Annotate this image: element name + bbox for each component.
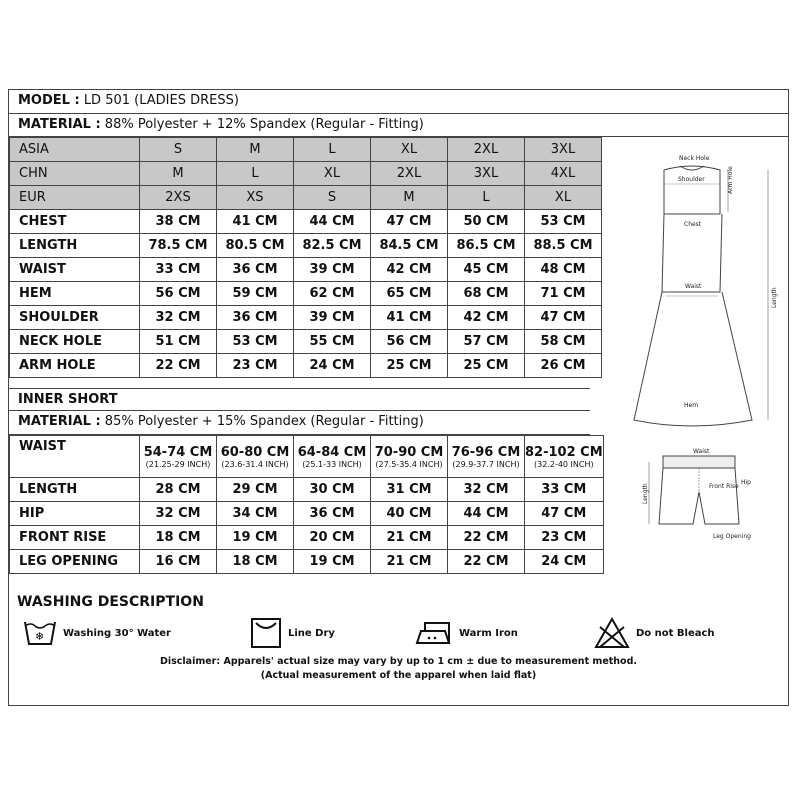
waist-inch: (21.25-29 INCH) <box>145 459 211 469</box>
row-label: WAIST <box>10 258 140 282</box>
table-cell: 4XL <box>525 162 602 186</box>
leg-opening-label: Leg Opening <box>713 533 751 540</box>
row-label: CHEST <box>10 210 140 234</box>
table-cell: XL <box>294 162 371 186</box>
table-row <box>10 478 604 502</box>
table-cell: 68 CM <box>448 282 525 306</box>
table-cell: 45 CM <box>448 258 525 282</box>
table-row <box>10 436 604 478</box>
table-row <box>10 186 602 210</box>
table-cell: 62 CM <box>294 282 371 306</box>
table-row <box>10 138 602 162</box>
front-rise-label: Front Rise <box>709 483 739 490</box>
shoulder-label: Shoulder <box>678 176 705 183</box>
table-cell: 40 CM <box>371 502 448 526</box>
table-cell: 47 CM <box>371 210 448 234</box>
care-label: Washing 30° Water <box>63 627 171 639</box>
table-cell: 59 CM <box>217 282 294 306</box>
waist-inch: (23.6-31.4 INCH) <box>221 459 289 469</box>
table-cell: L <box>294 138 371 162</box>
table-cell: 29 CM <box>217 478 294 502</box>
model-label: MODEL : <box>18 93 80 108</box>
table-cell: 84.5 CM <box>371 234 448 258</box>
dress-size-table <box>9 137 602 378</box>
waist-cm: 54-74 CM <box>143 444 213 460</box>
table-row <box>10 162 602 186</box>
table-cell: 86.5 CM <box>448 234 525 258</box>
row-label: HIP <box>10 502 140 526</box>
care-washing <box>23 616 171 650</box>
table-cell: M <box>140 162 217 186</box>
table-cell: 23 CM <box>217 354 294 378</box>
table-cell: 33 CM <box>525 478 604 502</box>
waist-label: Waist <box>685 283 702 290</box>
warm-iron-icon <box>415 619 453 647</box>
length-label: Length <box>771 287 778 308</box>
table-cell <box>217 436 294 478</box>
table-row <box>10 330 602 354</box>
row-label: LENGTH <box>10 478 140 502</box>
waist-cm: 70-90 CM <box>374 444 444 460</box>
table-cell: 32 CM <box>140 306 217 330</box>
table-cell <box>294 436 371 478</box>
table-cell: 20 CM <box>294 526 371 550</box>
row-label: LEG OPENING <box>10 550 140 574</box>
model-value: LD 501 (LADIES DRESS) <box>83 93 239 108</box>
care-label: Line Dry <box>288 627 335 639</box>
table-cell: 47 CM <box>525 306 602 330</box>
table-cell: 2XL <box>371 162 448 186</box>
table-cell: 26 CM <box>525 354 602 378</box>
model-row <box>9 90 788 114</box>
table-cell: 56 CM <box>140 282 217 306</box>
table-cell: 42 CM <box>371 258 448 282</box>
table-cell <box>525 436 604 478</box>
table-cell: 2XS <box>140 186 217 210</box>
table-cell: 39 CM <box>294 306 371 330</box>
chest-label: Chest <box>684 221 702 228</box>
size-chart-sheet <box>8 89 789 706</box>
short-waist-label: Waist <box>693 448 710 455</box>
table-cell: S <box>294 186 371 210</box>
table-cell: 41 CM <box>371 306 448 330</box>
disclaimer-line-1: Disclaimer: Apparels' actual size may vary by up to 1 cm ± due to measurement method. <box>159 656 637 667</box>
table-cell: 22 CM <box>140 354 217 378</box>
table-row <box>10 526 604 550</box>
table-cell: 34 CM <box>217 502 294 526</box>
table-cell: 3XL <box>448 162 525 186</box>
table-cell: 88.5 CM <box>525 234 602 258</box>
row-label: EUR <box>10 186 140 210</box>
neck-hole-label: Neck Hole <box>679 155 710 162</box>
table-cell: XL <box>525 186 602 210</box>
table-cell: 25 CM <box>371 354 448 378</box>
material-value: 88% Polyester + 12% Spandex (Regular - Fitting) <box>104 117 424 132</box>
dress-diagram <box>624 152 778 422</box>
table-cell: 22 CM <box>448 526 525 550</box>
table-cell: 56 CM <box>371 330 448 354</box>
table-cell: XL <box>371 138 448 162</box>
waist-inch: (29.9-37.7 INCH) <box>452 459 520 469</box>
care-label: Warm Iron <box>459 627 518 639</box>
table-cell: 55 CM <box>294 330 371 354</box>
table-cell: 24 CM <box>294 354 371 378</box>
row-label: CHN <box>10 162 140 186</box>
care-warm-iron <box>415 616 518 650</box>
arm-hole-label: Arm Hole <box>727 166 734 194</box>
waist-inch: (27.5-35.4 INCH) <box>375 459 443 469</box>
table-cell: 80.5 CM <box>217 234 294 258</box>
table-cell <box>448 436 525 478</box>
table-cell: 31 CM <box>371 478 448 502</box>
table-cell: M <box>371 186 448 210</box>
do-not-bleach-icon <box>594 617 630 649</box>
short-length-label: Length <box>642 483 649 504</box>
material-label: MATERIAL : <box>18 117 101 132</box>
table-cell: 48 CM <box>525 258 602 282</box>
waist-cm: 60-80 CM <box>220 444 290 460</box>
table-cell: 58 CM <box>525 330 602 354</box>
care-line-dry <box>250 616 335 650</box>
row-label: NECK HOLE <box>10 330 140 354</box>
short-diagram <box>641 448 761 543</box>
care-do-not-bleach <box>594 616 715 650</box>
table-cell: 53 CM <box>217 330 294 354</box>
table-cell: 3XL <box>525 138 602 162</box>
table-cell <box>371 436 448 478</box>
table-cell: 32 CM <box>448 478 525 502</box>
table-cell: 53 CM <box>525 210 602 234</box>
material-value: 85% Polyester + 15% Spandex (Regular - Fitting) <box>104 414 424 429</box>
svg-text:❄: ❄ <box>35 630 45 643</box>
table-cell: 39 CM <box>294 258 371 282</box>
table-cell: 32 CM <box>140 502 217 526</box>
table-cell: 42 CM <box>448 306 525 330</box>
table-cell: 24 CM <box>525 550 604 574</box>
washing-30-icon <box>23 618 57 648</box>
table-cell: L <box>448 186 525 210</box>
hip-label: Hip <box>741 479 751 486</box>
material-dress-row <box>9 114 788 137</box>
line-dry-icon <box>250 617 282 649</box>
table-cell: 71 CM <box>525 282 602 306</box>
table-cell: 44 CM <box>294 210 371 234</box>
table-cell: L <box>217 162 294 186</box>
table-row <box>10 354 602 378</box>
table-cell: 16 CM <box>140 550 217 574</box>
care-label: Do not Bleach <box>636 627 715 639</box>
table-row <box>10 210 602 234</box>
row-label: LENGTH <box>10 234 140 258</box>
table-cell: 33 CM <box>140 258 217 282</box>
row-label: ASIA <box>10 138 140 162</box>
waist-inch: (25.1-33 INCH) <box>302 459 362 469</box>
table-cell: 23 CM <box>525 526 604 550</box>
table-cell: 21 CM <box>371 526 448 550</box>
table-cell: 51 CM <box>140 330 217 354</box>
table-cell <box>140 436 217 478</box>
waist-cm: 64-84 CM <box>297 444 367 460</box>
table-cell: 50 CM <box>448 210 525 234</box>
disclaimer-line-2: (Actual measurement of the apparel when laid flat) <box>260 670 537 681</box>
table-row <box>10 282 602 306</box>
table-row <box>10 258 602 282</box>
row-label: WAIST <box>10 436 140 478</box>
row-label: ARM HOLE <box>10 354 140 378</box>
short-size-table <box>9 435 604 574</box>
table-cell: 36 CM <box>294 502 371 526</box>
table-cell: 25 CM <box>448 354 525 378</box>
table-cell: 82.5 CM <box>294 234 371 258</box>
table-cell: M <box>217 138 294 162</box>
row-label: SHOULDER <box>10 306 140 330</box>
table-cell: 2XL <box>448 138 525 162</box>
hem-label: Hem <box>684 402 699 409</box>
row-label: HEM <box>10 282 140 306</box>
table-cell: 18 CM <box>217 550 294 574</box>
table-cell: S <box>140 138 217 162</box>
table-cell: 28 CM <box>140 478 217 502</box>
table-row <box>10 234 602 258</box>
inner-short-title: INNER SHORT <box>18 392 118 407</box>
table-cell: 47 CM <box>525 502 604 526</box>
table-cell: 44 CM <box>448 502 525 526</box>
table-cell: 57 CM <box>448 330 525 354</box>
table-cell: 78.5 CM <box>140 234 217 258</box>
table-cell: 36 CM <box>217 258 294 282</box>
table-cell: XS <box>217 186 294 210</box>
waist-cm: 82-102 CM <box>525 444 603 460</box>
table-cell: 36 CM <box>217 306 294 330</box>
table-cell: 41 CM <box>217 210 294 234</box>
waist-inch: (32.2-40 INCH) <box>534 459 594 469</box>
waist-cm: 76-96 CM <box>451 444 521 460</box>
table-cell: 22 CM <box>448 550 525 574</box>
row-label: FRONT RISE <box>10 526 140 550</box>
table-cell: 18 CM <box>140 526 217 550</box>
table-cell: 19 CM <box>217 526 294 550</box>
table-row <box>10 502 604 526</box>
table-cell: 21 CM <box>371 550 448 574</box>
table-cell: 65 CM <box>371 282 448 306</box>
washing-title: WASHING DESCRIPTION <box>17 594 204 610</box>
material-label: MATERIAL : <box>18 414 101 429</box>
inner-short-title-row <box>9 388 590 411</box>
table-cell: 30 CM <box>294 478 371 502</box>
table-cell: 19 CM <box>294 550 371 574</box>
material-short-row <box>9 411 590 435</box>
table-cell: 38 CM <box>140 210 217 234</box>
table-row <box>10 550 604 574</box>
table-row <box>10 306 602 330</box>
